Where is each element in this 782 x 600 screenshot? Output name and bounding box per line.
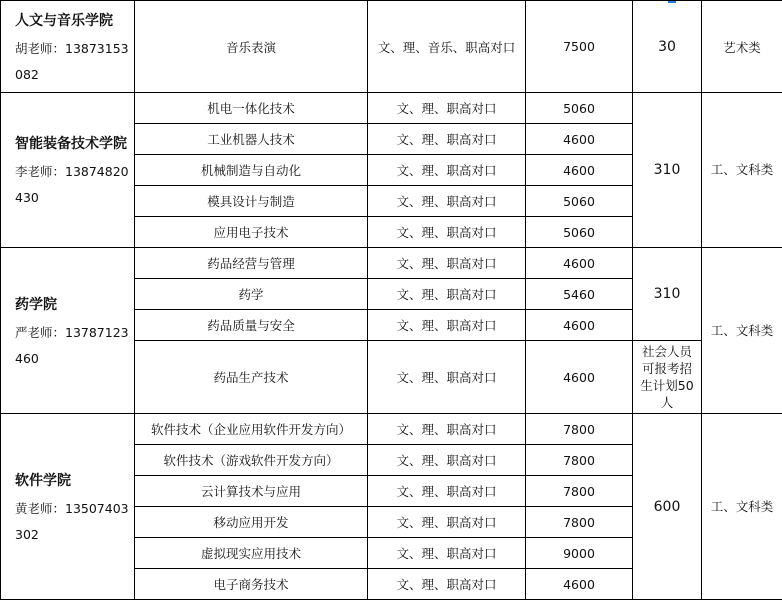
fee-cell: 4600 xyxy=(526,248,633,279)
subjects-cell: 文、理、职高对口 xyxy=(368,310,526,341)
subjects-cell: 文、理、职高对口 xyxy=(368,507,526,538)
fee-cell: 4600 xyxy=(526,569,633,600)
fee-cell: 5060 xyxy=(526,93,633,124)
college-contact: 严老师：13787123460 xyxy=(15,320,134,372)
fee-cell: 5060 xyxy=(526,186,633,217)
major-cell: 电子商务技术 xyxy=(135,569,368,600)
fee-cell: 5060 xyxy=(526,217,633,248)
major-cell: 药品质量与安全 xyxy=(135,310,368,341)
major-cell: 云计算技术与应用 xyxy=(135,476,368,507)
major-cell: 模具设计与制造 xyxy=(135,186,368,217)
subjects-cell: 文、理、职高对口 xyxy=(368,248,526,279)
college-contact: 李老师：13874820430 xyxy=(15,159,134,211)
major-cell: 软件技术（企业应用软件开发方向） xyxy=(135,414,368,445)
category-cell: 工、文科类 xyxy=(702,414,782,600)
quota-note-cell: 社会人员可报考招生计划50人 xyxy=(633,341,702,414)
major-cell: 移动应用开发 xyxy=(135,507,368,538)
quota-cell: 310 xyxy=(633,93,702,248)
category-cell: 工、文科类 xyxy=(702,248,782,414)
fee-cell: 7800 xyxy=(526,445,633,476)
college-cell xyxy=(1,1,135,93)
fee-cell: 5460 xyxy=(526,279,633,310)
subjects-cell: 文、理、职高对口 xyxy=(368,279,526,310)
major-cell: 机电一体化技术 xyxy=(135,93,368,124)
quota-cell: 30 xyxy=(633,1,702,93)
fee-cell: 7800 xyxy=(526,507,633,538)
fee-cell: 4600 xyxy=(526,310,633,341)
subjects-cell: 文、理、职高对口 xyxy=(368,93,526,124)
fee-cell: 7800 xyxy=(526,414,633,445)
subjects-cell: 文、理、职高对口 xyxy=(368,538,526,569)
college-cell xyxy=(1,248,135,414)
college-name: 软件学院 xyxy=(15,466,134,496)
college-name: 药学院 xyxy=(15,290,134,320)
fee-cell: 4600 xyxy=(526,341,633,414)
major-cell: 药学 xyxy=(135,279,368,310)
subjects-cell: 文、理、职高对口 xyxy=(368,476,526,507)
subjects-cell: 文、理、职高对口 xyxy=(368,124,526,155)
major-cell: 音乐表演 xyxy=(135,1,368,93)
college-name: 智能装备技术学院 xyxy=(15,129,134,159)
quota-cell: 600 xyxy=(633,414,702,600)
major-cell: 应用电子技术 xyxy=(135,217,368,248)
table-row xyxy=(1,414,782,445)
category-cell: 艺术类 xyxy=(702,1,782,93)
subjects-cell: 文、理、职高对口 xyxy=(368,414,526,445)
category-cell: 工、文科类 xyxy=(702,93,782,248)
fee-cell: 4600 xyxy=(526,124,633,155)
subjects-cell: 文、理、职高对口 xyxy=(368,445,526,476)
subjects-cell: 文、理、职高对口 xyxy=(368,217,526,248)
table-row xyxy=(1,1,782,93)
college-cell xyxy=(1,414,135,600)
subjects-cell: 文、理、职高对口 xyxy=(368,341,526,414)
major-cell: 工业机器人技术 xyxy=(135,124,368,155)
quota-cell: 310 xyxy=(633,248,702,341)
subjects-cell: 文、理、职高对口 xyxy=(368,569,526,600)
subjects-cell: 文、理、音乐、职高对口 xyxy=(368,1,526,93)
table-row xyxy=(1,248,782,279)
major-cell: 药品经营与管理 xyxy=(135,248,368,279)
fee-cell: 7800 xyxy=(526,476,633,507)
fee-cell: 9000 xyxy=(526,538,633,569)
subjects-cell: 文、理、职高对口 xyxy=(368,155,526,186)
major-cell: 虚拟现实应用技术 xyxy=(135,538,368,569)
college-contact: 胡老师：13873153082 xyxy=(15,36,134,88)
subjects-cell: 文、理、职高对口 xyxy=(368,186,526,217)
college-name: 人文与音乐学院 xyxy=(15,6,134,36)
college-contact: 黄老师：13507403302 xyxy=(15,496,134,548)
fee-cell: 7500 xyxy=(526,1,633,93)
table-row xyxy=(1,93,782,124)
college-cell xyxy=(1,93,135,248)
major-cell: 机械制造与自动化 xyxy=(135,155,368,186)
fee-cell: 4600 xyxy=(526,155,633,186)
major-cell: 软件技术（游戏软件开发方向） xyxy=(135,445,368,476)
major-cell: 药品生产技术 xyxy=(135,341,368,414)
